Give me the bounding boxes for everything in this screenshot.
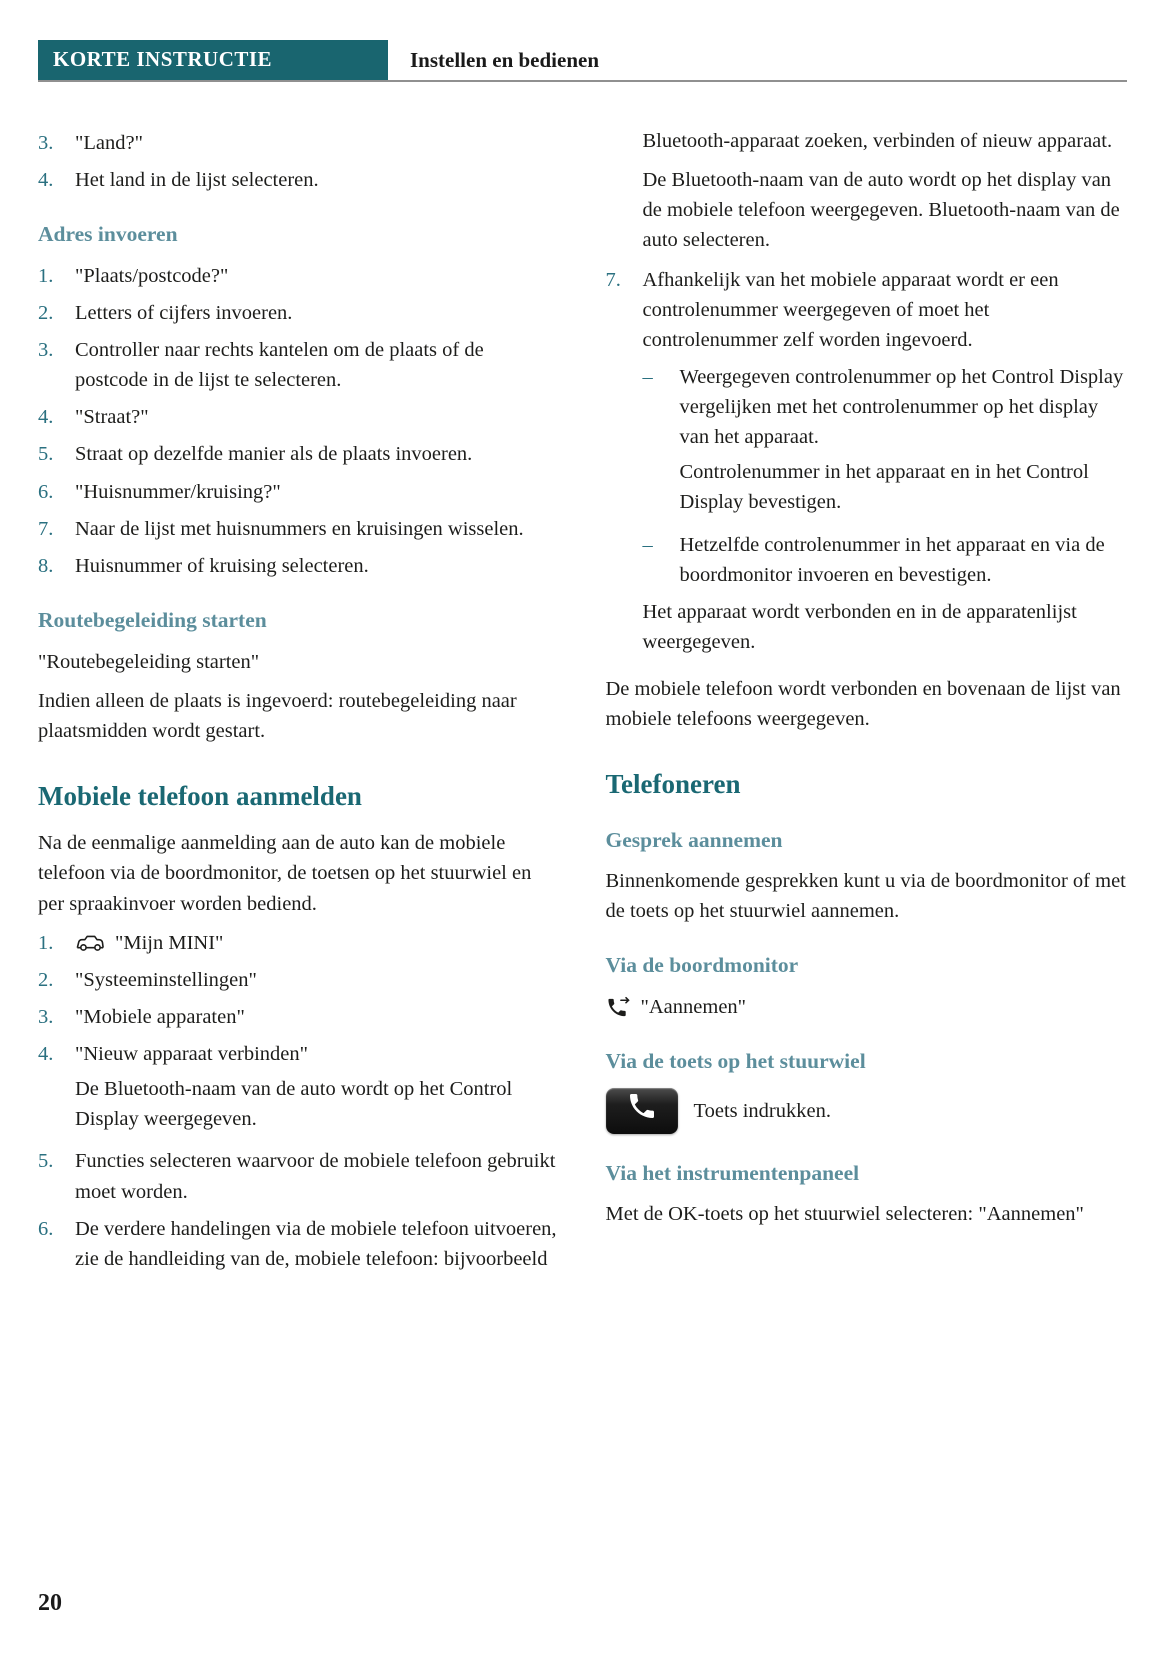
list-number: 1. <box>38 931 54 954</box>
sub-list-item <box>643 530 1128 590</box>
list-item-body <box>75 928 560 958</box>
paragraph: Bluetooth-apparaat zoeken, verbinden of nieuw apparaat. <box>642 130 1113 152</box>
list-item-body <box>75 298 560 328</box>
list-item-label: "Nieuw apparaat verbinden" <box>75 1043 309 1066</box>
ordered-list <box>38 128 560 195</box>
list-number: 3. <box>38 1005 54 1028</box>
paragraph: "Routebegeleiding starten" <box>38 650 260 673</box>
list-item-text <box>75 165 560 195</box>
list-item-text <box>75 1146 560 1206</box>
dash-marker: – <box>642 533 653 556</box>
list-item-body <box>75 165 560 195</box>
list-item-label: Naar de lijst met huisnummers en kruisingen wisselen. <box>75 517 524 540</box>
list-number: 2. <box>38 968 54 991</box>
paragraph: Indien alleen de plaats is ingevoerd: routebegeleiding naar plaatsmidden wordt gestart. <box>38 689 517 742</box>
list-item-text <box>75 965 560 995</box>
list-item-text <box>75 1002 560 1032</box>
list-item <box>606 265 1128 663</box>
subsection-heading: Adres invoeren <box>38 222 178 247</box>
list-number: 3. <box>38 339 54 362</box>
list-item-body <box>75 261 560 291</box>
list-item-text <box>75 1214 560 1274</box>
list-item-label: "Straat?" <box>75 406 149 429</box>
ordered-list <box>38 261 560 581</box>
list-number: 3. <box>38 132 54 154</box>
section-heading: Telefoneren <box>605 769 741 800</box>
list-number: 5. <box>38 443 54 466</box>
list-item-label: Straat op dezelfde manier als de plaats invoeren. <box>75 443 473 466</box>
sub-list-item-text: Weergegeven controlenummer op het Control Display vergelijken met het controlenummer op het display van het apparaat. <box>679 365 1124 449</box>
list-item-body <box>75 1039 560 1139</box>
right-column <box>606 126 1128 1286</box>
list-item-label: Huisnummer of kruising selecteren. <box>75 554 369 577</box>
steering-wheel-phone-key <box>606 1088 678 1134</box>
phone-key-icon <box>626 1090 658 1131</box>
list-item <box>38 965 560 995</box>
icon-text-line <box>606 992 1128 1022</box>
section-heading: Mobiele telefoon aanmelden <box>38 780 362 811</box>
subsection-heading: Routebegeleiding starten <box>38 607 267 632</box>
list-item-text <box>75 439 560 469</box>
list-item-body <box>75 439 560 469</box>
list-item-text <box>75 1039 560 1069</box>
ordered-list <box>38 928 560 1274</box>
list-number: 6. <box>38 1217 54 1240</box>
sub-list-item-text: Hetzelfde controlenummer in het apparaat en via de boordmonitor invoeren en bevestigen. <box>679 533 1105 586</box>
phone-answer-icon <box>606 996 631 1019</box>
list-item <box>38 928 560 958</box>
list-item-label: "Land?" <box>75 132 143 154</box>
list-item-text <box>75 298 560 328</box>
list-item <box>38 439 560 469</box>
list-extra-paragraph: Controlenummer in het apparaat en in het Control Display bevestigen. <box>679 461 1089 514</box>
list-item-label: Functies selecteren waarvoor de mobiele telefoon gebruikt moet worden. <box>75 1150 556 1203</box>
list-item-body <box>75 335 560 395</box>
list-item <box>38 402 560 432</box>
list-item <box>38 551 560 581</box>
list-extra-paragraph: Het apparaat wordt verbonden en in de apparatenlijst weergegeven. <box>642 600 1077 653</box>
paragraph: Binnenkomende gesprekken kunt u via de boordmonitor of met de toets op het stuurwiel aannemen. <box>605 870 1126 923</box>
list-item-label: Het land in de lijst selecteren. <box>75 169 319 192</box>
list-item <box>38 1002 560 1032</box>
list-item <box>38 128 560 158</box>
list-item <box>38 477 560 507</box>
list-item-label: Afhankelijk van het mobiele apparaat wordt er een controlenummer weergegeven of moet het controlenummer zelf worden ingevoerd. <box>642 268 1059 351</box>
paragraph: Na de eenmalige aanmelding aan de auto kan de mobiele telefoon via de boordmonitor, de toetsen op het stuurwiel en per spraakinvoer worden bediend. <box>38 832 532 915</box>
list-item <box>38 335 560 395</box>
paragraph: De mobiele telefoon wordt verbonden en bovenaan de lijst van mobiele telefoons weergegeven. <box>605 678 1121 731</box>
content-columns <box>38 126 1127 1286</box>
icon-line-text: "Aannemen" <box>640 996 747 1019</box>
page-header <box>38 40 1127 82</box>
list-item-text <box>75 335 560 395</box>
list-number: 4. <box>38 1043 54 1066</box>
list-item-body <box>75 1002 560 1032</box>
list-item <box>38 1146 560 1206</box>
list-item-body <box>75 1146 560 1206</box>
list-number: 7. <box>38 517 54 540</box>
paragraph: Met de OK-toets op het stuurwiel selecteren: "Aannemen" <box>605 1203 1084 1226</box>
button-line-text: Toets indrukken. <box>693 1099 831 1122</box>
list-number: 5. <box>38 1150 54 1173</box>
page-number: 20 <box>38 1590 62 1616</box>
list-item <box>38 298 560 328</box>
list-item-body <box>643 265 1128 663</box>
list-item-text <box>75 477 560 507</box>
list-item-label: "Plaats/postcode?" <box>75 264 229 287</box>
list-item-text <box>75 551 560 581</box>
list-number: 1. <box>38 264 54 287</box>
sub-list-item-body <box>680 530 1128 590</box>
list-item-body <box>75 402 560 432</box>
list-number: 4. <box>38 169 54 192</box>
list-item-body <box>75 514 560 544</box>
list-number: 7. <box>605 268 621 291</box>
chapter-title: Instellen en bedienen <box>410 47 600 72</box>
list-item-body <box>75 551 560 581</box>
list-item-label: Letters of cijfers invoeren. <box>75 301 293 324</box>
list-item-text <box>75 261 560 291</box>
list-item-label: "Mijn MINI" <box>115 931 224 954</box>
list-extra-paragraph: De Bluetooth-naam van de auto wordt op het Control Display weergegeven. <box>75 1078 513 1131</box>
left-column <box>38 126 560 1286</box>
sub-list-item <box>643 362 1128 523</box>
list-item-text <box>75 128 560 158</box>
list-item-body <box>75 1214 560 1274</box>
car-icon <box>75 933 105 952</box>
list-item-label: "Mobiele apparaten" <box>75 1005 245 1028</box>
list-number: 8. <box>38 554 54 577</box>
list-number: 4. <box>38 406 54 429</box>
list-item <box>38 1214 560 1274</box>
paragraph: De Bluetooth-naam van de auto wordt op het display van de mobiele telefoon weergegeven. Bluetooth-naam van de auto selecteren. <box>642 169 1120 252</box>
list-item <box>38 1039 560 1139</box>
subsection-heading: Via de toets op het stuurwiel <box>605 1049 866 1074</box>
subsection-heading: Via het instrumentenpaneel <box>605 1160 860 1185</box>
list-item-text <box>75 514 560 544</box>
list-item-text <box>75 928 560 958</box>
list-item-label: "Huisnummer/kruising?" <box>75 480 281 503</box>
section-badge: KORTE INSTRUCTIE <box>38 40 388 80</box>
sub-list-item-body <box>680 362 1128 523</box>
list-item-label: "Systeeminstellingen" <box>75 968 257 991</box>
list-item-label: De verdere handelingen via de mobiele telefoon uitvoeren, zie de handleiding van de, mobiele telefoon: bijvoorbeeld <box>75 1217 557 1270</box>
list-item-body <box>75 128 560 158</box>
list-item-body <box>75 477 560 507</box>
subsection-heading: Via de boordmonitor <box>605 953 799 978</box>
subsection-heading: Gesprek aannemen <box>605 827 783 852</box>
list-item <box>38 514 560 544</box>
list-item-text <box>643 265 1128 355</box>
ordered-list <box>606 265 1128 663</box>
list-item-text <box>75 402 560 432</box>
list-number: 2. <box>38 301 54 324</box>
list-item <box>38 165 560 195</box>
list-item <box>38 261 560 291</box>
button-text-line <box>606 1088 1128 1134</box>
dash-marker: – <box>642 365 653 388</box>
list-number: 6. <box>38 480 54 503</box>
list-item-label: Controller naar rechts kantelen om de plaats of de postcode in de lijst te selecteren. <box>75 339 484 392</box>
list-item-body <box>75 965 560 995</box>
